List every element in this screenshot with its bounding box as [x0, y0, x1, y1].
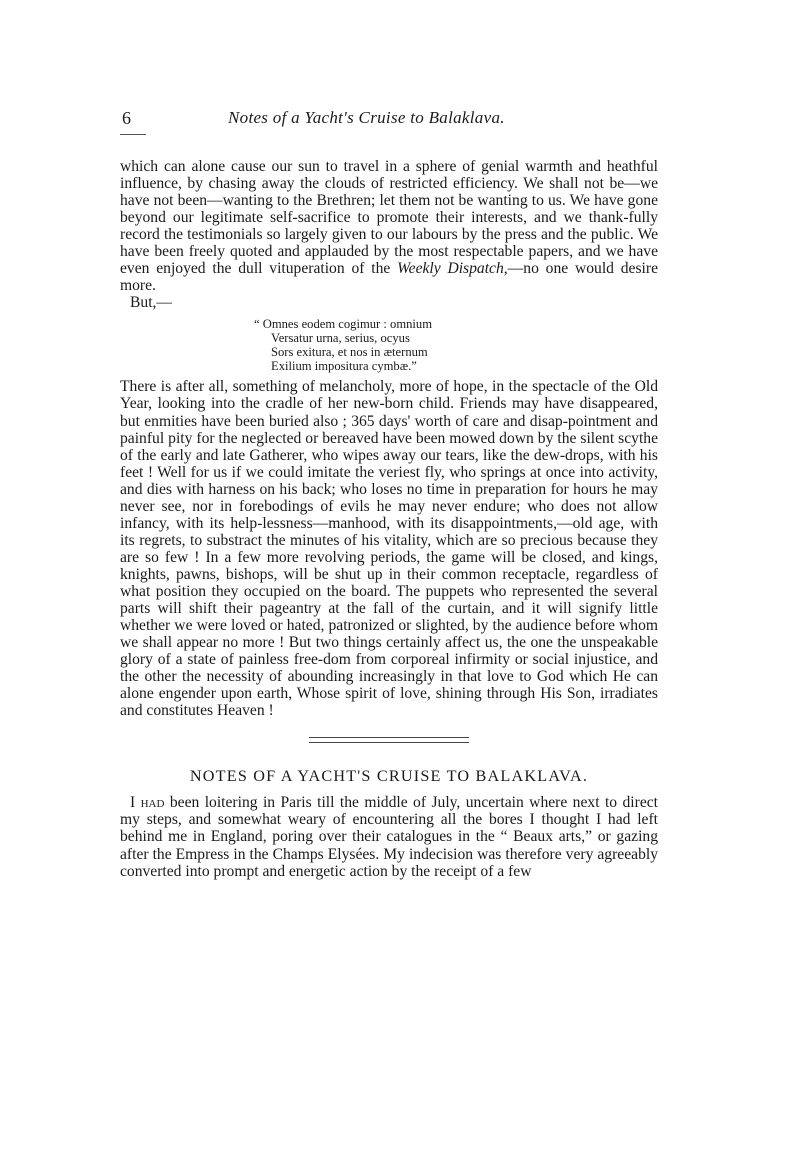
paragraph-text: which can alone cause our sun to travel in a sphere of genial warmth and heathful influence, by chasing away the clouds of restricted efficiency. We shall not be—we have not been—wanting to the Brethren; let them not be wanting to us. We have gone beyond our legitimate self-sacrifice to promote their interests, and we thank-fully record the testimonials so largely given to our labours by the press and the public. We have been freely quoted and applauded by the most respectable papers, and we have even enjoyed the dull vituperation of the: [120, 158, 658, 278]
latin-quotation: [254, 317, 658, 373]
quote-line: “ Omnes eodem cogimur : omnium: [254, 317, 433, 332]
running-head: [120, 108, 658, 132]
paragraph-text-end: —no one would desire more.: [120, 260, 658, 295]
section-divider: [309, 737, 469, 743]
weekly-dispatch-title: Weekly Dispatch,: [397, 260, 508, 278]
header-rule: [120, 134, 146, 135]
paragraph-old-year: There is after all, something of melancholy, more of hope, in the spectacle of the Old Year, looking into the cradle of her new-born child. Friends may have disappeared, but enmities have been buried also ; 365 days' worth of care and disap-pointment and painful pity for the neglected or bereaved have been mowed down by the silent scythe of the early and late Gatherer, who wipes away our tears, like the dew-drops, with his feet ! Well for us if we could imitate the veriest fly, who springs at once into activity, and dies with harness on his back; who loses no time in preparation for hours he may never see, nor in forebodings of evils he may never endure; who does not allow infancy, with its help-lessness—manhood, with its disappointments,—old age, with its regrets, to substract the minutes of his vitality, which are so precious because they are so few ! In a few more revolving periods, the game will be closed, and kings, knights, pawns, bishops, will be shut up in their common receptacle, regardless of what position they occupied on the board. The puppets who represented the several parts will shift their pageantry at the fall of the curtain, and it will signify little whether we were loved or hated, patronized or slighted, by the audience before whom we shall appear no more ! But two things certainly affect us, the one the unspeakable glory of a state of painless free-dom from corporeal infirmity or social injustice, and the other the necessity of abounding increasingly in that love to God which He can alone engender upon earth, Whose spirit of love, shining through His Son, irradiates and constitutes Heaven !: [120, 378, 658, 720]
paragraph-lead-words: I had: [130, 794, 165, 812]
section-heading: NOTES OF A YACHT'S CRUISE TO BALAKLAVA.: [189, 767, 589, 786]
page-number: 6: [122, 108, 131, 128]
quote-line: Versatur urna, serius, ocyus: [271, 331, 410, 346]
but-line: But,—: [130, 294, 173, 312]
quote-line: Sors exitura, et nos in æternum: [271, 345, 428, 360]
book-page: [120, 108, 658, 880]
running-title: Notes of a Yacht's Cruise to Balaklava.: [228, 108, 505, 127]
quote-line: Exilium impositura cymbæ.”: [271, 359, 417, 374]
paragraph-cruise-opening: [120, 794, 658, 879]
paragraph-continuation: [120, 158, 658, 294]
paragraph-text: been loitering in Paris till the middle of July, uncertain where next to direct my steps, and somewhat weary of encountering all the bores I thought I had left behind me in England, poring over their catalogues in the “ Beaux arts,” or gazing after the Empress in the Champs Elysées. My indecision was therefore very agreeably converted into prompt and energetic action by the receipt of a few: [120, 794, 658, 880]
